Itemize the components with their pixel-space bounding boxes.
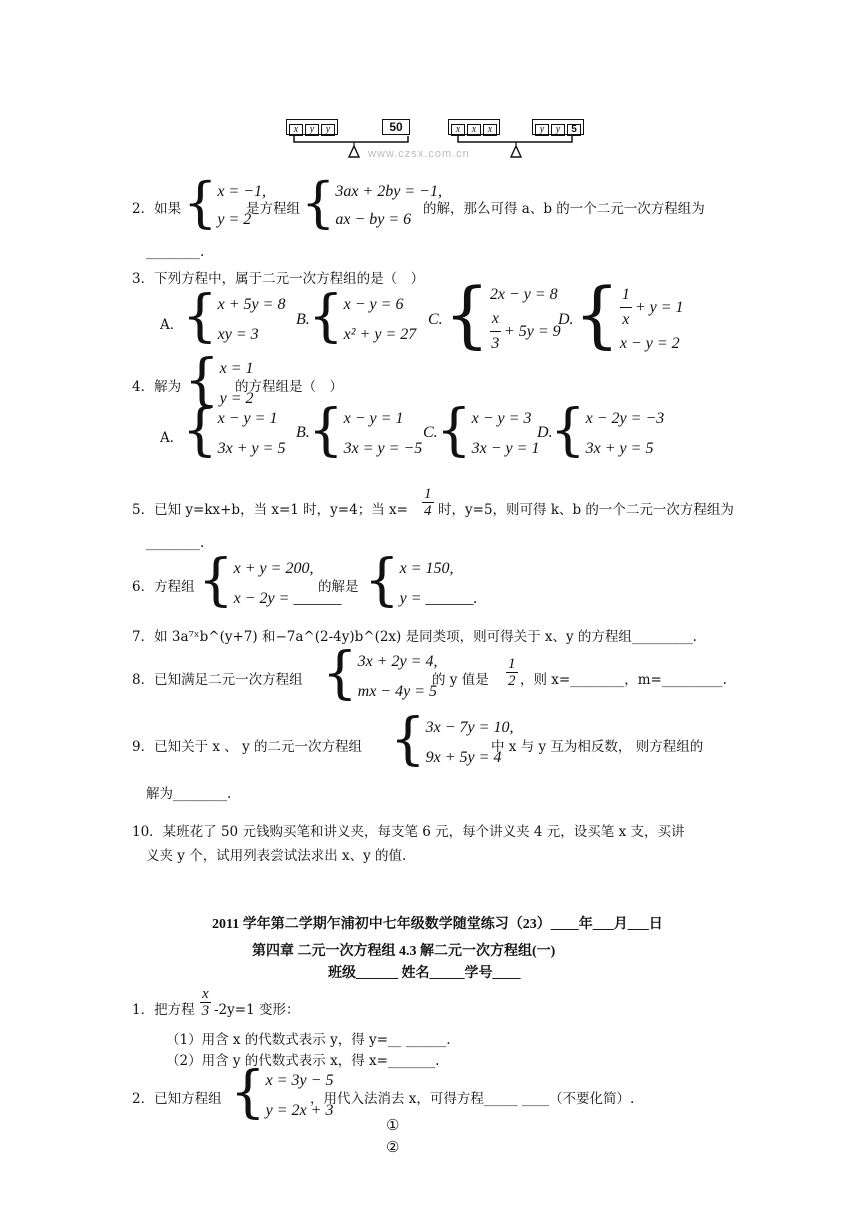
p1-sub-2: （2）用含 y 的代数式表示 x，得 x=_______. [166,1053,440,1069]
q3-option-a-label: A． [160,317,184,333]
eq: x = 150, [399,560,454,577]
q2-num: 2．如果 [132,201,182,217]
eq: 3x + y = 5 [217,440,286,457]
p1-fraction: $\frac{x}{3}$ [201,986,210,1019]
q3-option-b-label: B. [296,311,310,328]
q8-num: 8．已知满足二元一次方程组 [132,672,303,688]
q6-num: 6．方程组 [132,579,195,595]
q4-solution: { x = 1 y = 2 [184,348,254,413]
eq: x − 2y = −3 [585,410,665,427]
eq: 3x + 2y = 4, [357,653,438,670]
p2-num: 2．已知方程组 [132,1091,222,1107]
q8-tail: ，则 x=________，m=_________. [520,672,727,688]
q2-mid: 是方程组 [246,201,300,217]
p2-system: { x = 3y − 5 y = 2x + 3 [230,1060,334,1125]
q4-option-d: { x − 2y = −3 3x + y = 5 [550,398,665,463]
eq: 2x − y = 8 [489,286,558,303]
eq: x² + y = 27 [343,326,417,343]
q2-solution: { x = −1, y = 2 [183,171,267,234]
q4-num: 4．解为 [132,379,182,395]
p1-text-a: 1．把方程 [132,1002,195,1018]
eq: y = 2x + 3 [265,1102,334,1119]
pan-y: y [321,124,335,136]
q5-fraction: $\frac{1}{4}$ [424,486,432,519]
q2-eq: ax − by = 6 [335,211,412,228]
q9-system: { 3x − 7y = 10, 9x + 5y = 4 [390,707,514,772]
fraction: $\frac{x}{3}$ [490,307,501,356]
q2-blank: ________. [146,244,205,260]
q9-text-c: 解为________. [146,786,232,802]
q3-stem: 3．下列方程中，属于二元一次方程组的是（ ） [132,271,425,287]
eq: x − y = 3 [471,410,532,427]
q3-option-d-label: D. [558,311,574,328]
q10-line1: 10．某班花了 50 元钱购买笔和讲义夹，每支笔 6 元，每个讲义夹 4 元，设买笔 x 支，买讲 [132,824,685,840]
eq: mx − 4y = 5 [357,683,437,700]
eq: y = 2 [219,390,254,407]
eq: xy = 3 [217,326,259,343]
q3-option-c: { 2x − y = 8 $\frac{x}{3}$ + 5y = 9 [444,272,561,356]
q10-line2: 义夹 y 个，试用列表尝试法求出 x、y 的值. [146,848,407,864]
student-info: 班级______ 姓名_____学号____ [328,966,521,981]
eq: + y = 1 [634,298,684,316]
eq: 3x = y = −5 [343,440,423,457]
circled-1: ① [386,1116,400,1134]
fraction: $\frac{1}{x}$ [620,283,632,332]
q4-option-b: { x − y = 1 3x = y = −5 [308,398,423,463]
eq: x = 1 [219,360,254,377]
q6-solution: { x = 150, y = ______. [364,548,478,613]
q6-system: { x + y = 200, x − 2y = ______ [198,548,342,613]
q8-fraction: $\frac{1}{2}$ [508,656,516,689]
pan-x: x [451,124,465,136]
p1-sub-1: （1）用含 x 的代数式表示 y，得 y=__ ______. [166,1032,451,1048]
q9-text-a: 9．已知关于 x 、 y 的二元一次方程组 [132,739,362,755]
q3-option-d: { $\frac{1}{x}$ + y = 1 x − y = 2 [574,272,684,356]
q5-text-b: 时，y=5，则可得 k、b 的一个二元一次方程组为 [438,502,734,518]
pan-y: y [551,124,565,136]
q2-tail: 的解，那么可得 a、b 的一个二元一次方程组为 [423,201,705,217]
q4-option-c: { x − y = 3 3x − y = 1 [436,398,540,463]
q3-option-c-label: C. [428,311,443,328]
eq: 3x − y = 1 [471,440,540,457]
eq: x − y = 2 [619,335,680,352]
q5-blank: ________. [146,535,205,551]
eq: x + y = 200, [233,560,314,577]
eq: 3x + y = 5 [585,440,654,457]
eq: y = ______. [399,590,478,607]
eq: x − y = 6 [343,296,404,313]
q3-option-b: { x − y = 6 x² + y = 27 [308,284,417,349]
q4-tail: 的方程组是（ ） [235,379,343,395]
eq: 3x − 7y = 10, [425,719,514,736]
watermark: www.czsx.com.cn [368,148,470,160]
pan-5: 5 [567,124,581,136]
eq: x + 5y = 8 [217,296,286,313]
eq: x − 2y = ______ [233,590,342,607]
q2-system: { 3ax + 2by = −1, ax − by = 6 [301,171,442,234]
chapter-title: 第四章 二元一次方程组 4.3 解二元一次方程组(一) [252,944,556,959]
q5-text-a: 5．已知 y=kx+b，当 x=1 时，y=4；当 x= [132,502,408,518]
q9-text-b: 中 x 与 y 互为相反数， 则方程组的 [491,739,704,755]
q4-option-d-label: D. [537,424,553,441]
q4-option-b-label: B. [296,424,310,441]
q8-mid: 的 y 值是 [432,672,489,688]
q2-sol-line: x = −1, [217,183,267,200]
worksheet-title: 2011 学年第二学期乍浦初中七年级数学随堂练习（23）____年___月___日 [212,917,663,932]
eq: x − y = 1 [343,410,404,427]
q2-eq: 3ax + 2by = −1, [335,183,442,200]
q4-option-c-label: C. [423,424,438,441]
q6-mid: 的解是 [318,579,359,595]
q2-sol-line: y = 2 [217,211,252,228]
left-weight-box: 50 [382,119,410,135]
q4-option-a-label: A． [160,430,184,446]
pan-y: y [305,124,319,136]
p2-tail: ，用代入法消去 x，可得方程_____ ____（不要化简）. [310,1091,635,1107]
pan-x: x [467,124,481,136]
q8-system: { 3x + 2y = 4, mx − 4y = 5 [322,641,438,706]
pan-x: x [289,124,303,136]
pan-y: y [535,124,549,136]
q4-option-a: { x − y = 1 3x + y = 5 [182,398,286,463]
question-7: 7．如 3a⁷ˣb^(y+7) 和−7a^(2-4y)b^(2x) 是同类项，则可得关于 x、y 的方程组_________. [132,629,697,645]
eq: x = 3y − 5 [265,1072,334,1089]
eq: 9x + 5y = 4 [425,749,502,766]
eq: x − y = 1 [217,410,278,427]
p1-text-b: -2y=1 变形： [214,1002,300,1018]
circled-2: ② [386,1138,400,1156]
pan-x: x [483,124,497,136]
eq: + 5y = 9 [503,322,561,340]
q3-option-a: { x + 5y = 8 xy = 3 [182,284,286,349]
